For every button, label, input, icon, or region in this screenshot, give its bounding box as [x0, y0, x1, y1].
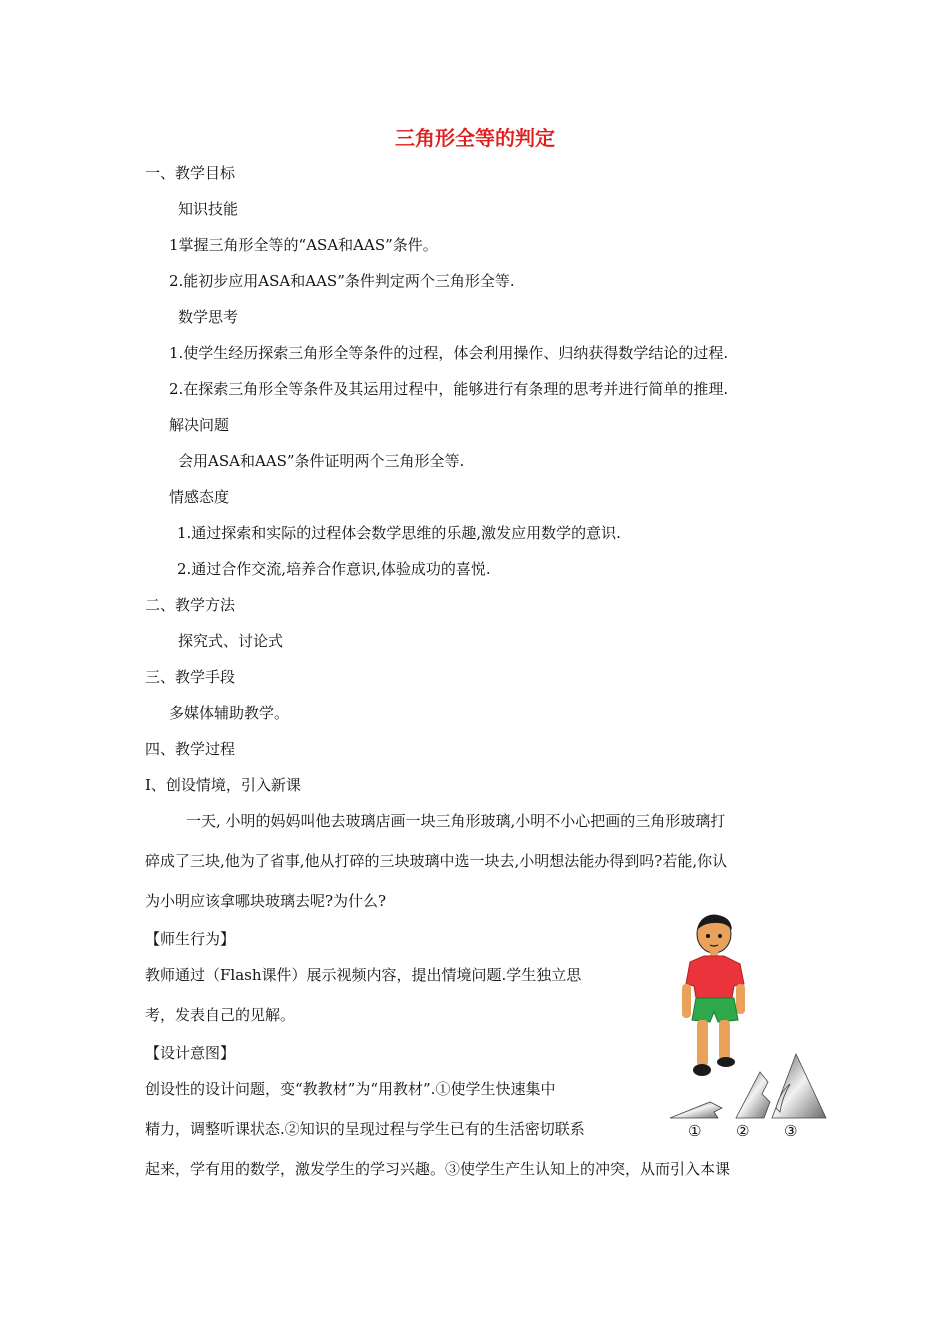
- paragraph: 碎成了三块,他为了省事,他从打碎的三块玻璃中选一块去,小明想法能办得到吗?若能,你认: [145, 852, 728, 870]
- boy-figure: [682, 915, 745, 1076]
- paragraph: 精力，调整听课状态.②知识的呈现过程与学生已有的生活密切联系: [145, 1120, 585, 1138]
- glass-label-2: ②: [736, 1122, 750, 1140]
- paragraph: 创设性的设计问题，变“教教材”为“用教材”.①使学生快速集中: [145, 1080, 556, 1098]
- bracket-heading: 【师生行为】: [145, 930, 236, 948]
- subsection-heading: Ⅰ、创设情境，引入新课: [145, 776, 301, 794]
- glass-label-3: ③: [784, 1122, 798, 1140]
- paragraph: 考，发表自己的见解。: [145, 1006, 296, 1024]
- paragraph: 教师通过（Flash课件）展示视频内容，提出情境问题.学生独立思: [145, 966, 582, 984]
- paragraph: 2.在探索三角形全等条件及其运用过程中，能够进行有条理的思考并进行简单的推理.: [169, 380, 729, 398]
- paragraph: 探究式、讨论式: [178, 632, 284, 650]
- paragraph: 2.通过合作交流,培养合作意识,体验成功的喜悦.: [177, 560, 491, 578]
- bracket-heading: 【设计意图】: [145, 1044, 236, 1062]
- section-heading-objectives: 一、教学目标: [145, 164, 236, 182]
- paragraph: 1.通过探索和实际的过程体会数学思维的乐趣,激发应用数学的意识.: [177, 524, 621, 542]
- paragraph: 1掌握三角形全等的“ASA和AAS”条件。: [169, 236, 438, 254]
- glass-label-1: ①: [688, 1122, 702, 1140]
- paragraph: 起来，学有用的数学，激发学生的学习兴趣。③使学生产生认知上的冲突，从而引入本课: [145, 1160, 731, 1178]
- document-title: 三角形全等的判定: [395, 126, 555, 150]
- paragraph: 2.能初步应用ASA和AAS”条件判定两个三角形全等.: [169, 272, 515, 290]
- boy-and-glass-svg: [664, 912, 834, 1144]
- section-heading-process: 四、教学过程: [145, 740, 236, 758]
- illustration-boy-broken-glass: [664, 912, 834, 1144]
- paragraph: 会用ASA和AAS”条件证明两个三角形全等.: [178, 452, 465, 470]
- subheading-problem-solving: 解决问题: [169, 416, 230, 434]
- section-heading-methods: 二、教学方法: [145, 596, 236, 614]
- subheading-math-thinking: 数学思考: [178, 308, 239, 326]
- paragraph: 为小明应该拿哪块玻璃去呢?为什么?: [145, 892, 387, 910]
- paragraph: 一天, 小明的妈妈叫他去玻璃店画一块三角形玻璃,小明不小心把画的三角形玻璃打: [186, 812, 726, 830]
- paragraph: 多媒体辅助教学。: [169, 704, 290, 722]
- glass-piece-2: [736, 1072, 770, 1118]
- subheading-knowledge-skills: 知识技能: [178, 200, 239, 218]
- glass-piece-1: [670, 1102, 722, 1118]
- section-heading-means: 三、教学手段: [145, 668, 236, 686]
- glass-piece-3: [772, 1054, 826, 1118]
- paragraph: 1.使学生经历探索三角形全等条件的过程，体会利用操作、归纳获得数学结论的过程.: [169, 344, 729, 362]
- subheading-attitude: 情感态度: [169, 488, 230, 506]
